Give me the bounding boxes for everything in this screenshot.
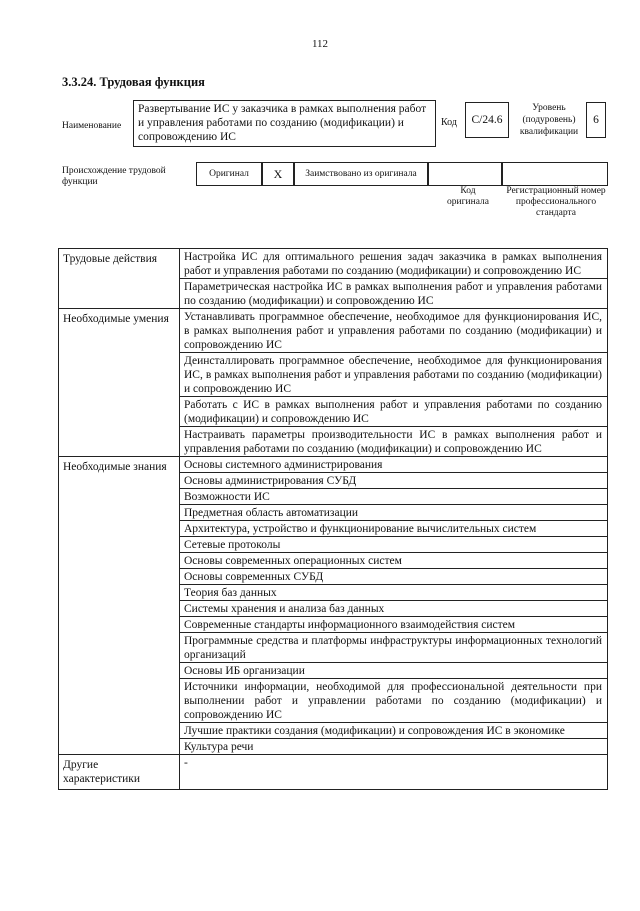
skills-header: Необходимые умения bbox=[59, 309, 180, 457]
skill-item: Деинсталлировать программное обеспечение, необходимое для функционирования ИС, в рамках выполнения работ и управления работами по созданию (модификации) и сопровождению ИС bbox=[180, 353, 608, 397]
table-row bbox=[59, 249, 608, 279]
other-item: - bbox=[180, 755, 608, 790]
knowledge-item: Основы современных операционных систем bbox=[180, 553, 608, 569]
knowledge-item: Возможности ИС bbox=[180, 489, 608, 505]
origin-label: Происхождение трудовой функции bbox=[62, 166, 166, 187]
skill-item: Работать с ИС в рамках выполнения работ и управления работами по созданию (модификации) и сопровождению ИС bbox=[180, 397, 608, 427]
original-code-cell bbox=[428, 162, 502, 186]
borrowed-cell: Заимствовано из оригинала bbox=[294, 162, 428, 186]
knowledge-item: Источники информации, необходимой для профессиональной деятельности при выполнении работ и управлении работами по созданию (модификации) и сопровождению ИС bbox=[180, 679, 608, 723]
knowledge-item: Системы хранения и анализа баз данных bbox=[180, 601, 608, 617]
skill-item: Устанавливать программное обеспечение, необходимое для функционирования ИС, в рамках выполнения работ и управления работами по созданию (модификации) и сопровождению ИС bbox=[180, 309, 608, 353]
knowledge-item: Архитектура, устройство и функционирование вычислительных систем bbox=[180, 521, 608, 537]
other-header: Другие характеристики bbox=[59, 755, 180, 790]
knowledge-item: Предметная область автоматизации bbox=[180, 505, 608, 521]
level-value-box: 6 bbox=[586, 102, 606, 138]
knowledge-item: Основы администрирования СУБД bbox=[180, 473, 608, 489]
table-row bbox=[59, 755, 608, 790]
knowledge-item: Теория баз данных bbox=[180, 585, 608, 601]
knowledge-item: Основы системного администрирования bbox=[180, 457, 608, 473]
original-mark-cell: X bbox=[262, 162, 294, 186]
knowledge-header: Необходимые знания bbox=[59, 457, 180, 755]
function-table bbox=[58, 248, 608, 790]
reg-number-cell bbox=[502, 162, 608, 186]
name-label: Наименование bbox=[62, 121, 122, 131]
function-name-box: Развертывание ИС у заказчика в рамках выполнения работ и управления работами по созданию (модификации) и сопровождению ИС bbox=[133, 100, 436, 147]
actions-header: Трудовые действия bbox=[59, 249, 180, 309]
code-label: Код bbox=[441, 117, 457, 128]
section-title: 3.3.24. Трудовая функция bbox=[62, 75, 205, 89]
knowledge-item: Лучшие практики создания (модификации) и сопровождения ИС в экономике bbox=[180, 723, 608, 739]
action-item: Настройка ИС для оптимального решения задач заказчика в рамках выполнения работ и управления работами по созданию (модификации) и сопровождению ИС bbox=[180, 249, 608, 279]
original-cell: Оригинал bbox=[196, 162, 262, 186]
table-row bbox=[59, 457, 608, 473]
page-number: 112 bbox=[311, 38, 329, 50]
skill-item: Настраивать параметры производительности ИС в рамках выполнения работ и управления работами по созданию (модификации) и сопровождению ИС bbox=[180, 427, 608, 457]
knowledge-item: Основы ИБ организации bbox=[180, 663, 608, 679]
table-row bbox=[59, 309, 608, 353]
knowledge-item: Современные стандарты информационного взаимодействия систем bbox=[180, 617, 608, 633]
level-label: Уровень (подуровень) квалификации bbox=[519, 103, 579, 137]
knowledge-item: Сетевые протоколы bbox=[180, 537, 608, 553]
code-value-box: C/24.6 bbox=[465, 102, 509, 138]
code-original-caption: Код оригинала bbox=[447, 186, 489, 207]
reg-number-caption: Регистрационный номер профессионального стандарта bbox=[506, 186, 606, 218]
knowledge-item: Программные средства и платформы инфраструктуры информационных технологий организаций bbox=[180, 633, 608, 663]
knowledge-item: Основы современных СУБД bbox=[180, 569, 608, 585]
knowledge-item: Культура речи bbox=[180, 739, 608, 755]
action-item: Параметрическая настройка ИС в рамках выполнения работ и управления работами по созданию (модификации) и сопровождению ИС bbox=[180, 279, 608, 309]
